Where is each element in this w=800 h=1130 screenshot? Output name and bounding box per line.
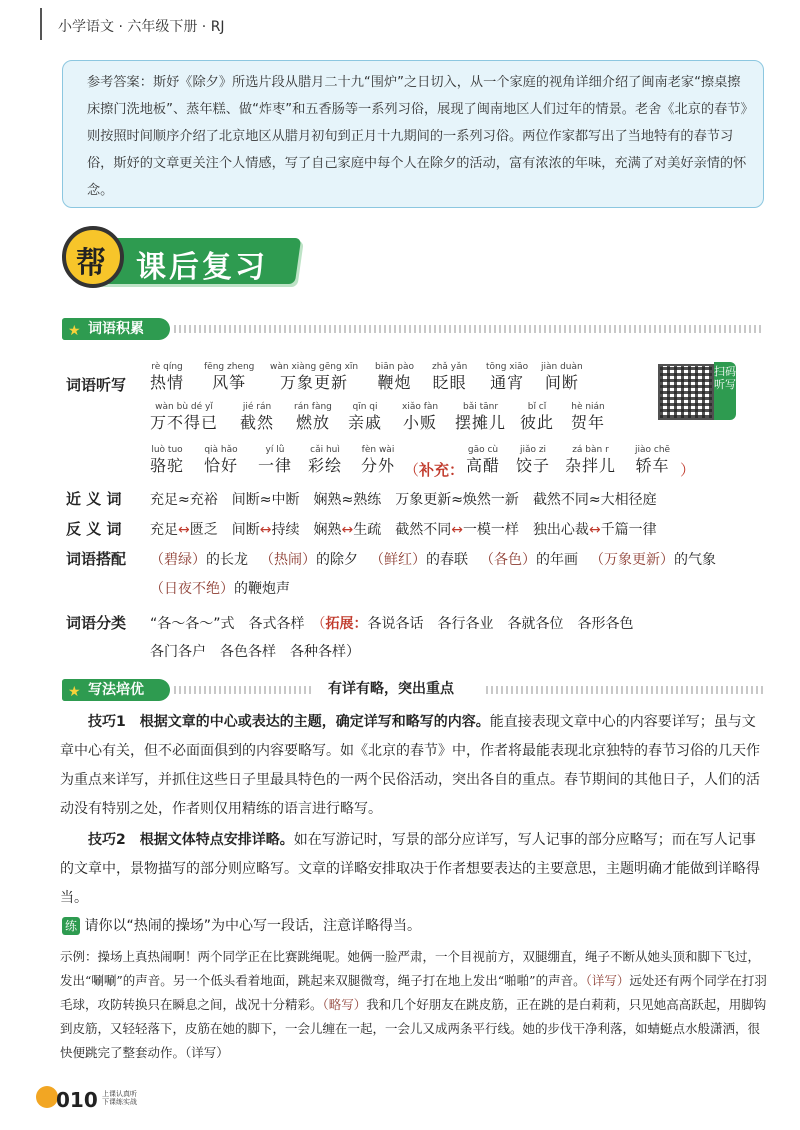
pinyin: biān pào [375, 362, 415, 372]
dictation-label: 词语听写 [66, 376, 127, 394]
hanzi: 一律 [258, 456, 293, 475]
dictation-word [240, 402, 274, 433]
dictation-word [204, 362, 254, 393]
pinyin: jié rán [242, 402, 272, 412]
vocab-section-tag [62, 318, 170, 340]
collocation: （万象更新）的气象 [590, 552, 716, 568]
tag-detail-end: （详写） [185, 1045, 229, 1060]
page-flower-icon [36, 1086, 58, 1108]
dictation-word [466, 445, 500, 476]
banner-title: 课后复习 [136, 250, 268, 285]
hanzi: 贺年 [571, 413, 606, 432]
antonyms-row [150, 519, 671, 539]
example-paragraph [60, 945, 770, 1065]
tip-1-body: 能直接表现文章中心的内容要详写；虽与文章中心有关，但不必面面俱到的内容要略写。如《北京的春节》中，作者将最能表现北京独特的春节习俗的几天作为重点来详写，并抓住这些日子里最具特色的一两个民俗活动，突出各自的重点。春节期间的其他日子，人们的活动没有特别之处，作者则仅用精练的语言进行略写。 [60, 714, 760, 817]
tag-brief: （略写） [322, 997, 367, 1012]
example-part-3: 我和几个好朋友在跳皮筋，正在跳的是白莉莉，只见她高高跃起，用脚钩到皮筋，又轻轻落下，皮筋在她的脚下，一会儿缠在一起，一会儿又成两条平行线。她的步伐干净利落，如蜻蜓点水般潇洒，很快便跳完了整套动作。 [60, 997, 767, 1060]
dictation-word [150, 362, 184, 393]
star-icon: ★ [68, 323, 81, 339]
pinyin: gāo cù [467, 445, 499, 455]
synonym-pair: 娴熟≈熟练 [313, 492, 382, 508]
dictation-word [432, 362, 467, 393]
tip-1 [60, 708, 760, 824]
collocation: （热闹）的除夕 [260, 552, 358, 568]
page-number: 010 [56, 1088, 98, 1112]
hanzi: 间断 [544, 373, 579, 392]
star-icon: ★ [68, 684, 81, 700]
footer-tagline [102, 1090, 137, 1106]
hanzi: 饺子 [516, 456, 551, 475]
dictation-word [150, 402, 218, 433]
answer-label: 参考答案： [87, 75, 153, 90]
pinyin: jiàn duàn [541, 362, 583, 372]
antonym-pair: 充足↔匮乏 [150, 522, 218, 538]
section-stripe-left [174, 686, 314, 694]
arrow-icon: ↔ [588, 522, 601, 538]
antonym-pair: 娴熟↔生疏 [313, 522, 382, 538]
dictation-word [571, 402, 605, 433]
hanzi: 摆摊儿 [455, 413, 507, 432]
dictation-word [402, 402, 438, 433]
dictation-word [258, 445, 292, 476]
hanzi: 高醋 [466, 456, 501, 475]
section-stripe [174, 325, 764, 333]
collocations-row-1 [150, 549, 728, 569]
hanzi: 亲戚 [348, 413, 383, 432]
synonym-pair: 充足≈充裕 [150, 492, 218, 508]
collocation: （鲜红）的春联 [370, 552, 468, 568]
tip-1-title: 技巧1 根据文章的中心或表达的主题，确定详写和略写的内容。 [88, 714, 490, 730]
pinyin: fèn wài [361, 445, 395, 455]
dictation-word [375, 362, 414, 393]
pinyin: jiào chē [635, 445, 671, 455]
paren-open: （ [318, 616, 326, 632]
hanzi: 截然 [240, 413, 275, 432]
dictation-word [635, 445, 670, 476]
writing-heading: 有详有略，突出重点 [328, 681, 454, 697]
pinyin: qià hǎo [204, 445, 238, 455]
writing-section-title: 写法培优 [88, 682, 144, 698]
example-part-1: 操场上真热闹啊！两个同学正在比赛跳绳呢。她俩一脸严肃，一个目视前方，双腿绷直，绳子不断从她头顶和脚下飞过，发出“唰唰”的声音。另一个低头看着地面，跳起来双腿微弯，绳子打在地上发出“啪啪”的声音。 [60, 949, 761, 988]
pinyin: hè nián [571, 402, 605, 412]
practice-badge: 练 [62, 917, 80, 935]
antonym-pair: 独出心裁↔千篇一律 [532, 522, 657, 538]
hanzi: 鞭炮 [377, 373, 412, 392]
classification-row-2: 各门各户 各色各样 各种各样） [150, 644, 360, 660]
dictation-word [270, 362, 358, 393]
running-header: 小学语文 · 六年级下册 · RJ [58, 19, 225, 35]
hanzi: 小贩 [403, 413, 438, 432]
synonym-pair: 截然不同≈大相径庭 [532, 492, 657, 508]
tag-detail: （详写） [585, 973, 630, 988]
pinyin: luò tuo [151, 445, 183, 455]
pinyin: rè qíng [151, 362, 183, 372]
dictation-word [348, 402, 382, 433]
collocations-row-2 [150, 578, 302, 598]
reference-answer-box [62, 60, 764, 208]
dictation-word [565, 445, 616, 476]
practice-text: 请你以“热闹的操场”为中心写一段话，注意详略得当。 [84, 918, 421, 934]
classification-label: 词语分类 [66, 614, 127, 632]
collocation: （各色）的年画 [480, 552, 578, 568]
pinyin: jiǎo zi [519, 445, 547, 455]
dictation-word [541, 362, 583, 393]
antonym-pair: 截然不同↔一模一样 [395, 522, 519, 538]
dictation-word [361, 445, 395, 476]
pinyin: zhǎ yǎn [432, 362, 468, 372]
synonyms-row [150, 489, 671, 509]
extend-line-1: 各说各话 各行各业 各就各位 各形各色 [367, 616, 634, 632]
hanzi: 骆驼 [150, 456, 185, 475]
arrow-icon: ↔ [451, 522, 463, 538]
qr-label: 扫码听写 [714, 362, 736, 420]
qr-code[interactable] [658, 364, 714, 420]
supplement-label: （补充： [404, 461, 465, 479]
tip-2 [60, 826, 760, 913]
footer-tagline-1: 上课认真听 [102, 1090, 137, 1098]
collocation: （碧绿）的长龙 [150, 552, 248, 568]
writing-section-tag [62, 679, 170, 701]
pinyin: cǎi huì [310, 445, 340, 455]
hanzi: 万不得已 [150, 413, 219, 432]
hanzi: 轿车 [635, 456, 670, 475]
dictation-word [486, 362, 528, 393]
hanzi: 万象更新 [280, 373, 349, 392]
arrow-icon: ↔ [259, 522, 272, 538]
example-label: 示例： [60, 949, 98, 964]
collocation: （日夜不绝）的鞭炮声 [150, 581, 290, 597]
hanzi: 眨眼 [432, 373, 467, 392]
practice-prompt [62, 915, 421, 935]
hanzi: 彼此 [520, 413, 555, 432]
dictation-word [455, 402, 506, 433]
dictation-word [150, 445, 184, 476]
pinyin: fēng zheng [204, 362, 255, 372]
pinyin: bǐ cǐ [527, 402, 547, 412]
synonyms-label: 近 义 词 [66, 490, 122, 508]
synonym-pair: 间断≈中断 [231, 492, 300, 508]
vocab-section-title: 词语积累 [88, 321, 144, 337]
hanzi: 分外 [361, 456, 396, 475]
hanzi: 杂拌儿 [565, 456, 617, 475]
hanzi: 彩绘 [308, 456, 343, 475]
hanzi: 热情 [150, 373, 185, 392]
arrow-icon: ↔ [178, 522, 190, 538]
dictation-word [520, 402, 554, 433]
extend-label: 拓展： [325, 616, 368, 632]
pinyin: wàn xiàng gēng xīn [270, 362, 359, 372]
dictation-word [294, 402, 332, 433]
classification-row-1 [150, 613, 634, 633]
pinyin: rán fàng [294, 402, 332, 412]
dictation-word [308, 445, 342, 476]
hanzi: 通宵 [490, 373, 525, 392]
hanzi: 燃放 [295, 413, 330, 432]
pinyin: zá bàn r [572, 445, 609, 455]
collocations-label: 词语搭配 [66, 550, 127, 568]
pinyin: wàn bù dé yǐ [155, 402, 213, 412]
antonym-pair: 间断↔持续 [231, 522, 300, 538]
tip-2-title: 技巧2 根据文体特点安排详略。 [88, 832, 294, 848]
dictation-word [204, 445, 238, 476]
banner-badge-char: 帮 [76, 246, 106, 281]
paren-close: ） [680, 461, 696, 479]
tip-2-body: 如在写游记时，写景的部分应详写，写人记事的部分应略写；而在写人记事的文章中，景物描写的部分则应略写。文章的详略安排取决于作者想要表达的主要意思，主题明确才能做到详略得当。 [60, 832, 760, 906]
answer-text: 斯妤《除夕》所选片段从腊月二十九“围炉”之日切入，从一个家庭的视角详细介绍了闽南老家“擦桌擦床擦门洗地板”、蒸年糕、做“炸枣”和五香肠等一系列习俗，展现了闽南地区人们过年的情景。老舍《北京的春节》则按照时间顺序介绍了北京地区从腊月初旬到正月十九期间的一系列习俗。两位作家都写出了当地特有的春节习俗，斯妤的文章更关注个人情感，写了自己家庭中每个人在除夕的活动，富有浓浓的年味，充满了对美好亲情的怀念。 [87, 75, 748, 198]
section-stripe-right [486, 686, 764, 694]
footer-tagline-2: 下课练实战 [102, 1098, 137, 1106]
banner-badge [62, 226, 124, 288]
header-divider [40, 8, 42, 40]
hanzi: 恰好 [204, 456, 239, 475]
hanzi: 风筝 [212, 373, 247, 392]
example-part-2: 远处还有两个同学在打羽毛球，攻防转换只在瞬息之间，战况十分精彩。 [60, 973, 767, 1012]
classification-pattern: “各～各～”式 [150, 616, 235, 632]
arrow-icon: ↔ [341, 522, 354, 538]
pinyin: xiǎo fàn [402, 402, 439, 412]
synonym-pair: 万象更新≈焕然一新 [395, 492, 519, 508]
antonyms-label: 反 义 词 [66, 520, 122, 538]
dictation-word [516, 445, 550, 476]
pinyin: qīn qi [352, 402, 378, 412]
pinyin: yí lǜ [265, 445, 285, 455]
classification-example: 各式各样 [248, 616, 305, 632]
pinyin: tōng xiāo [486, 362, 529, 372]
section-banner [62, 226, 298, 290]
pinyin: bǎi tānr [462, 402, 499, 412]
